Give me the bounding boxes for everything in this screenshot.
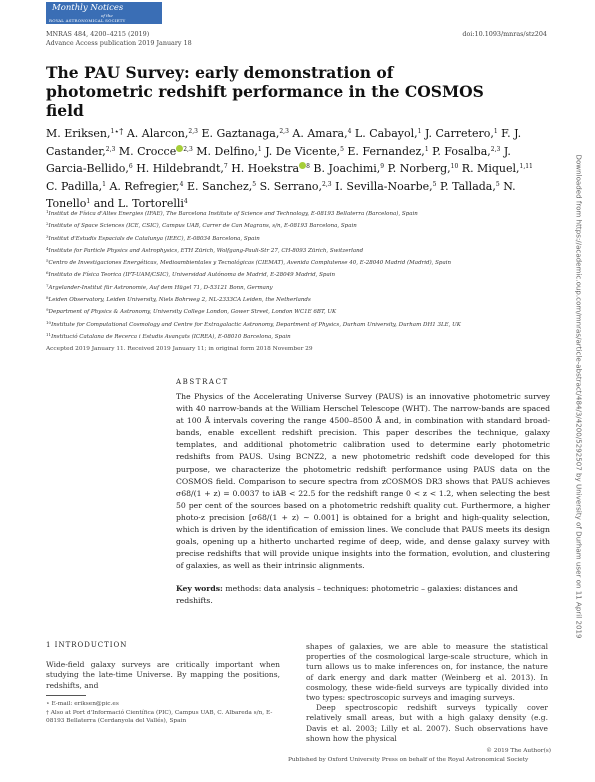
author-affil-sup: 1 xyxy=(102,180,106,188)
affiliation-number: 2 xyxy=(46,221,49,227)
author xyxy=(432,145,500,158)
author xyxy=(46,127,123,140)
affiliation-text: Institució Catalana de Recerca i Estudis Avançats (ICREA), E-08010 Barcelona, Spain xyxy=(51,333,291,340)
author-name: H. Hoekstra xyxy=(231,162,300,175)
author-affil-sup: 7 xyxy=(223,163,228,170)
author-affil-sup: 2,3 xyxy=(183,145,193,153)
author-name: M. Crocce xyxy=(118,144,177,158)
author xyxy=(388,162,459,175)
author-affil-sup: 2,3 xyxy=(188,128,198,135)
author-affil-sup: 1 xyxy=(493,128,498,135)
author-name: S. Serrano, xyxy=(259,179,323,193)
footnote-email[interactable]: ⋆ E-mail: eriksen@pic.es xyxy=(46,701,119,707)
author-name: H. Hildebrandt, xyxy=(136,162,224,175)
author-name: E. Gaztanaga, xyxy=(201,127,280,140)
author xyxy=(109,180,183,193)
author xyxy=(265,145,344,158)
author-affil-sup: 1 xyxy=(257,145,262,153)
affiliation-number: 7 xyxy=(46,282,49,288)
affiliation-item xyxy=(46,268,546,280)
author-affil-sup: 1 xyxy=(417,128,422,135)
affiliation-item xyxy=(46,305,546,317)
author-name: C. Padilla, xyxy=(46,179,103,193)
author xyxy=(355,127,422,140)
author xyxy=(196,145,261,158)
author-affil-sup: 1 xyxy=(424,145,429,153)
affiliation-item xyxy=(46,219,546,231)
author-name: L. Cabayol, xyxy=(354,127,418,140)
affiliation-text: Institute for Computational Cosmology and Centre for Extragalactic Astronomy, Department of Physics, Durham University, Durham DH1 3LE, UK xyxy=(51,321,461,328)
author-affil-sup: 2,3 xyxy=(490,145,501,153)
author-name: R. Miquel, xyxy=(461,162,520,175)
affiliation-text: Department of Physics & Astronomy, University College London, Gower Street, London WC1E 6BT, UK xyxy=(48,309,337,316)
logo-line2: of the xyxy=(101,13,113,18)
footnote-rule xyxy=(46,695,86,696)
doi-link[interactable]: doi:10.1093/mnras/stz204 xyxy=(462,30,547,38)
author-name: N. Tonello xyxy=(46,179,516,210)
affiliation-text: Institute of Space Sciences (ICE, CSIC), Campus UAB, Carrer de Can Magrans, s/n, E-08193 Barcelona, Spain xyxy=(48,223,357,230)
author-affil-sup: 1,11 xyxy=(519,163,533,170)
author-name: and L. Tortorelli xyxy=(93,197,184,210)
keywords-text: methods: data analysis – techniques: photometric – galaxies: distances and redshifts. xyxy=(176,584,518,606)
affiliation-number: 5 xyxy=(46,258,49,264)
author-affil-sup: 4 xyxy=(347,128,352,135)
author-name: P. Fosalba, xyxy=(432,144,491,158)
author xyxy=(347,145,428,158)
abstract-heading: ABSTRACT xyxy=(176,378,229,386)
author xyxy=(462,162,533,175)
author xyxy=(292,127,351,140)
intro-right-column xyxy=(306,642,548,744)
publisher-line: Published by Oxford University Press on behalf of the Royal Astronomical Society xyxy=(288,757,529,763)
author-affil-sup: 1 xyxy=(110,128,115,135)
author xyxy=(440,180,500,193)
affiliation-number: 3 xyxy=(46,233,49,239)
author-name: I. Sevilla-Noarbe, xyxy=(335,179,433,193)
author xyxy=(119,145,193,158)
author-name: F. J. Castander, xyxy=(46,127,522,158)
affiliation-item xyxy=(46,256,546,268)
affiliation-text: Instituto de Física Teorica (IFT-UAM/CSIC), Universidad Autónoma de Madrid, E-28049 Madrid, Spain xyxy=(48,272,336,279)
download-notice[interactable]: Downloaded from https://academic.oup.com/mnras/article-abstract/484/3/4200/5292507 by University of Durham user on 11 April 2019 xyxy=(574,154,584,639)
author-name: P. Tallada, xyxy=(439,179,496,193)
author-name: A. Amara, xyxy=(292,127,348,140)
author xyxy=(136,162,228,175)
author xyxy=(231,162,310,175)
affiliation-text: Institute for Particle Physics and Astrophysics, ETH Zürich, Wolfgang-Pauli-Str 27, CH-8093 Zürich, Switzerland xyxy=(48,247,364,254)
affiliation-item xyxy=(46,207,546,219)
author-affil-sup: 5 xyxy=(495,180,500,188)
affiliations xyxy=(46,207,546,342)
author-affil-sup: 2,3 xyxy=(105,145,116,153)
affiliation-number: 1 xyxy=(46,209,49,214)
affiliation-text: Institut de Física d'Altes Energies (IFAE), The Barcelona Institute of Science and Technology, E-08193 Bellaterra (Barcelona), Spain xyxy=(48,211,418,217)
intro-right-p1: shapes of galaxies, we are able to measure the statistical properties of the cosmological large-scale structure, which in turn allows us to make inferences on, for instance, the nature of dark energy and dark matter (Weinberg et al. 2013). In cosmology, these wide-field surveys are typically divided into two types: spectroscopic surveys and imaging surveys. xyxy=(306,642,548,703)
author-affil-sup: 4 xyxy=(183,198,188,205)
section-heading-intro: 1 INTRODUCTION xyxy=(46,641,128,649)
affiliation-number: 4 xyxy=(46,245,49,251)
affiliation-number: 11 xyxy=(46,331,52,337)
author-name: A. Alarcon, xyxy=(126,127,189,140)
affiliation-item xyxy=(46,232,546,244)
author-name: E. Fernandez, xyxy=(347,144,425,158)
affiliation-text: Centro de Investigaciones Energéticas, Medioambientales y Tecnológicas (CIEMAT), Avenida Complutense 40, E-28040 Madrid (Madrid), Spain xyxy=(48,260,452,267)
orcid-icon[interactable] xyxy=(299,162,306,169)
logo-line1: Monthly Notices xyxy=(52,3,124,13)
intro-left-text: Wide-field galaxy surveys are critically important when studying the late-time Universe. By mapping the positions, redshifts, and xyxy=(46,660,280,690)
affiliation-item xyxy=(46,330,546,342)
footnote-also-at: † Also at Port d'Informació Científica (PIC), Campus UAB, C. Albareda s/n, E-08193 Bellaterra (Cerdanyola del Vallés), Spain xyxy=(46,709,273,724)
affiliation-number: 8 xyxy=(46,295,49,301)
author-name: M. Delfino, xyxy=(196,144,258,158)
author-affil-sup: 2,3 xyxy=(279,128,289,135)
author-affil-sup: 8 xyxy=(306,163,310,170)
author-name: M. Eriksen, xyxy=(46,127,111,140)
copyright: © 2019 The Author(s) xyxy=(486,748,551,754)
author-affil-sup: 10 xyxy=(450,163,459,170)
author-name: J. Carretero, xyxy=(424,127,494,140)
author-name: E. Sanchez, xyxy=(186,179,253,193)
affiliation-number: 9 xyxy=(46,307,49,313)
author xyxy=(201,127,288,140)
citation: MNRAS 484, 4200–4215 (2019) xyxy=(46,30,150,38)
corresponding-star-icon: ⋆† xyxy=(114,127,124,136)
author xyxy=(425,127,498,140)
author-affil-sup: 4 xyxy=(179,180,184,188)
author-name: J. Garcia-Bellido, xyxy=(46,144,511,175)
author-affil-sup: 6 xyxy=(128,163,133,170)
logo-line3: ROYAL ASTRONOMICAL SOCIETY xyxy=(49,18,126,23)
download-sidebar xyxy=(574,154,584,639)
author-affil-sup: 5 xyxy=(252,180,257,188)
author-affil-sup: 2,3 xyxy=(322,180,332,188)
author-name: B. Joachimi, xyxy=(313,162,381,175)
affiliation-number: 10 xyxy=(46,319,52,325)
affiliation-text: Institut d'Estudis Espacials de Catalunya (IEEC), E-08034 Barcelona, Spain xyxy=(48,235,260,242)
author xyxy=(335,180,436,193)
author-affil-sup: 5 xyxy=(432,180,437,188)
affiliation-item xyxy=(46,318,546,330)
affiliation-number: 6 xyxy=(46,270,49,276)
keywords-label: Key words: xyxy=(176,584,223,593)
author xyxy=(46,180,106,193)
affiliation-item xyxy=(46,281,546,293)
keywords xyxy=(176,583,550,607)
affiliation-text: Leiden Observatory, Leiden University, Niels Bohrweg 2, NL-2333CA Leiden, the Netherlands xyxy=(48,297,311,304)
affiliation-item xyxy=(46,244,546,256)
journal-logo xyxy=(46,2,162,24)
advance-access: Advance Access publication 2019 January 18 xyxy=(46,39,192,47)
affiliation-text: Argelander-Institut für Astronomie, Auf dem Hügel 71, D-53121 Bonn, Germany xyxy=(48,284,273,291)
intro-right-p2: Deep spectroscopic redshift surveys typically cover relatively small areas, but with a high galaxy density (e.g. Davis et al. 2003; Lilly et al. 2007). Such observations have shown how the physical xyxy=(306,703,548,743)
paper-title: The PAU Survey: early demonstration of photometric redshift performance in the COSMOS field xyxy=(46,63,484,120)
author xyxy=(127,127,198,140)
author xyxy=(187,180,256,193)
author-list xyxy=(46,124,546,212)
author xyxy=(260,180,332,193)
accepted-dates: Accepted 2019 January 11. Received 2019 January 11; in original form 2018 November 29 xyxy=(46,346,313,352)
author-affil-sup: 1 xyxy=(86,198,91,205)
author-name: P. Norberg, xyxy=(387,162,451,175)
author-name: J. De Vicente, xyxy=(265,144,341,158)
footnotes xyxy=(46,700,280,726)
author xyxy=(313,162,384,175)
author-affil-sup: 9 xyxy=(380,163,385,170)
abstract-text: The Physics of the Accelerating Universe Survey (PAUS) is an innovative photometric survey with 40 narrow-bands at the William Herschel Telescope (WHT). The narrow-bands are spaced at 100 Å intervals covering the range 4500–8500 Å and, in combination with standard broad-bands, enable excellent redshift precision. This paper describes the technique, galaxy templates, and additional photometric calibration used to determine early photometric redshifts from PAUS. Using BCNZ2, a new photometric redshift code developed for this purpose, we characterize the photometric redshift performance using PAUS data on the COSMOS field. Comparison to secure spectra from zCOSMOS DR3 shows that PAUS achieves σ68/(1 + z) = 0.0037 to iAB < 22.5 for the redshift range 0 < z < 1.2, when selecting the best 50 per cent of the sources based on a photometric redshift quality cut. Furthermore, a higher photo-z precision [σ68/(1 + z) ∼ 0.001] is obtained for a bright and high-quality selection, which is driven by the identification of emission lines. We conclude that PAUS meets its design goals, opening up a hitherto uncharted regime of deep, wide, and dense galaxy survey with precise redshifts that will provide unique insights into the formation, evolution, and clustering of galaxies, as well as their intrinsic alignments. xyxy=(176,392,550,571)
author-affil-sup: 5 xyxy=(340,145,344,153)
affiliation-item xyxy=(46,293,546,305)
author-name: A. Refregier, xyxy=(109,179,180,193)
